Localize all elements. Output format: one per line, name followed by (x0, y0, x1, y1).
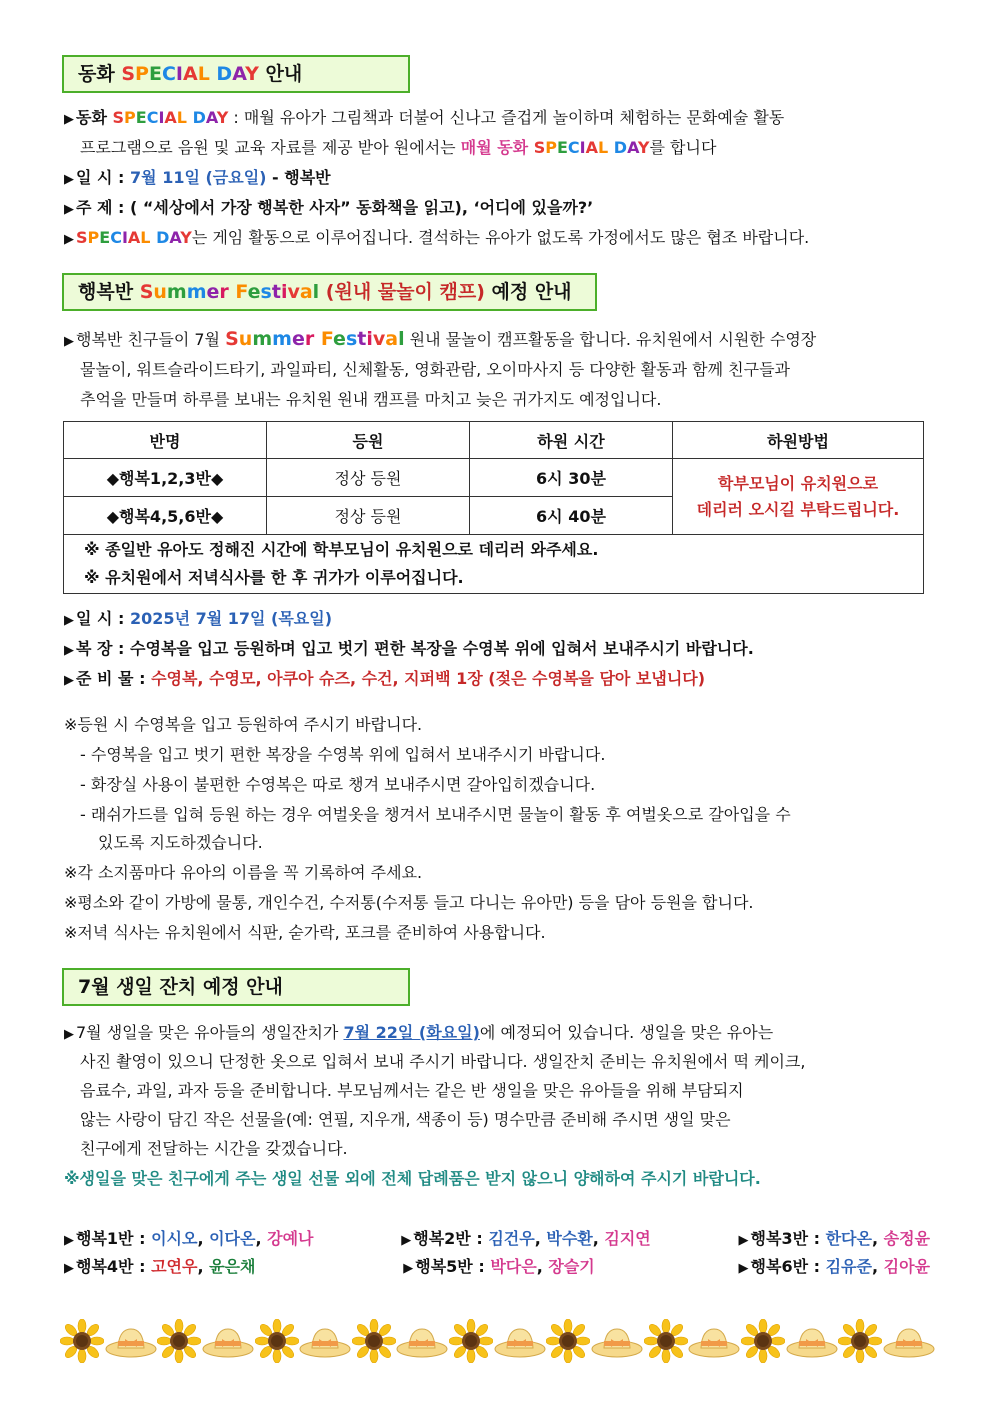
straw-hat-icon (786, 1323, 838, 1359)
decoration-border (60, 1316, 935, 1366)
festival-intro-line2: 물놀이, 워트슬라이드타기, 과일파티, 신체활동, 영화관람, 오이마사지 등 다양한 활동과 함께 친구들과 (80, 360, 790, 379)
straw-hat-icon (591, 1323, 643, 1359)
section-title-special-day: 동화 SPECIAL DAY 안내 (62, 55, 410, 93)
table-cell-method: 학부모님이 유치원으로 데리러 오시길 부탁드립니다. (673, 459, 924, 535)
table-note-row (64, 535, 924, 594)
special-day-date: ▶ 일 시 : 7월 11일 (금요일) - 행복반 (64, 168, 331, 187)
sunflower-icon (255, 1319, 299, 1363)
table-note: ※ 종일반 유아도 정해진 시간에 학부모님이 유치원으로 데리러 와주세요. ※ 유치원에서 저녁식사를 한 후 귀가가 이루어집니다. (64, 535, 924, 594)
table-cell-arrival: 정상 등원 (267, 459, 470, 497)
festival-intro-line1: ▶ 행복반 친구들이 7월 Summer Festival 원내 물놀이 캠프활동을 합니다. 유치원에서 시원한 수영장 (64, 328, 817, 350)
straw-hat-icon (299, 1323, 351, 1359)
straw-hat-icon (202, 1323, 254, 1359)
birthday-notice: ※생일을 맞은 친구에게 주는 생일 선물 외에 전체 답례품은 받지 않으니 양해하여 주시기 바랍니다. (64, 1169, 761, 1188)
sunflower-icon (157, 1319, 201, 1363)
festival-prep: ▶ 준 비 물 : 수영복, 수영모, 아쿠아 슈즈, 수건, 지퍼백 1장 (젖은 수영복을 담아 보냅니다) (64, 669, 706, 688)
table-header: 하원방법 (673, 422, 924, 459)
festival-intro-line3: 추억을 만들며 하루를 보내는 유치원 원내 캠프를 마치고 늦은 귀가지도 예정입니다. (80, 390, 662, 409)
sunflower-icon (352, 1319, 396, 1363)
straw-hat-icon (688, 1323, 740, 1359)
straw-hat-icon (494, 1323, 546, 1359)
birthday-class-6: ▶ 행복6반 : 김유준, 김아윤 (738, 1257, 930, 1276)
table-row (64, 459, 924, 497)
birthday-para-line1: ▶ 7월 생일을 맞은 유아들의 생일잔치가 7월 22일 (화요일)에 예정되어 있습니다. 생일을 맞은 유아는 (64, 1023, 774, 1042)
festival-note: ※등원 시 수영복을 입고 등원하여 주시기 바랍니다. (64, 715, 423, 734)
table-cell-time: 6시 30분 (470, 459, 673, 497)
festival-dress: ▶ 복 장 : 수영복을 입고 등원하며 입고 벗기 편한 복장을 수영복 위에 입혀서 보내주시기 바랍니다. (64, 639, 754, 658)
birthday-class-5: ▶ 행복5반 : 박다은, 장슬기 (403, 1257, 595, 1276)
table-cell-class: ◆행복4,5,6반◆ (64, 497, 267, 535)
sunflower-icon (838, 1319, 882, 1363)
sunflower-icon (644, 1319, 688, 1363)
festival-date: ▶ 일 시 : 2025년 7월 17일 (목요일) (64, 609, 333, 628)
summer-festival-text: Summer Festival (139, 281, 320, 303)
birthday-row-2 (64, 1254, 930, 1277)
table-cell-class: ◆행복1,2,3반◆ (64, 459, 267, 497)
special-day-topic: ▶ 주 제 : ( “세상에서 가장 행복한 사자” 동화책을 읽고), ‘어디에 있을까?’ (64, 198, 594, 217)
festival-schedule-table (63, 421, 924, 594)
table-cell-time: 6시 40분 (470, 497, 673, 535)
festival-note: ※평소와 같이 가방에 물통, 개인수건, 수저통(수저통 들고 다니는 유아만) 등을 담아 등원을 합니다. (64, 893, 754, 912)
table-header-row (64, 422, 924, 459)
birthday-para-line5: 친구에게 전달하는 시간을 갖겠습니다. (80, 1139, 348, 1158)
birthday-class-3: ▶ 행복3반 : 한다온, 송정윤 (738, 1229, 930, 1248)
birthday-para-line3: 음료수, 과일, 과자 등을 준비합니다. 부모님께서는 같은 반 생일을 맞은 유아들을 위해 부담되지 (80, 1081, 744, 1100)
birthday-para-line2: 사진 촬영이 있으니 단정한 옷으로 입혀서 보내 주시기 바랍니다. 생일잔치 준비는 유치원에서 떡 케이크, (80, 1052, 806, 1071)
table-header: 하원 시간 (470, 422, 673, 459)
birthday-class-4: ▶ 행복4반 : 고연우, 윤은채 (64, 1257, 256, 1276)
table-cell-arrival: 정상 등원 (267, 497, 470, 535)
birthday-row-1 (64, 1226, 930, 1249)
birthday-para-line4: 않는 사랑이 담긴 작은 선물을(예: 연필, 지우개, 색종이 등) 명수만큼 준비해 주시면 생일 맞은 (80, 1110, 731, 1129)
straw-hat-icon (105, 1323, 157, 1359)
festival-note: - 수영복을 입고 벗기 편한 복장을 수영복 위에 입혀서 보내주시기 바랍니다. (80, 745, 606, 764)
sunflower-icon (449, 1319, 493, 1363)
straw-hat-icon (396, 1323, 448, 1359)
sunflower-icon (546, 1319, 590, 1363)
sunflower-icon (60, 1319, 104, 1363)
festival-note: - 화장실 사용이 불편한 수영복은 따로 챙겨 보내주시면 갈아입히겠습니다. (80, 775, 596, 794)
birthday-class-2: ▶ 행복2반 : 김건우, 박수환, 김지연 (401, 1229, 651, 1248)
festival-note: ※저녁 식사는 유치원에서 식판, 숟가락, 포크를 준비하여 사용합니다. (64, 923, 546, 942)
straw-hat-icon (883, 1323, 935, 1359)
special-day-game: ▶ SPECIAL DAY는 게임 활동으로 이루어집니다. 결석하는 유아가 없도록 가정에서도 많은 협조 바랍니다. (64, 228, 810, 247)
section-title-summer-festival: 행복반 Summer Festival (원내 물놀이 캠프) 예정 안내 (62, 273, 597, 311)
festival-note: - 래쉬가드를 입혀 등원 하는 경우 여벌옷을 챙겨서 보내주시면 물놀이 활동 후 여벌옷으로 갈아입을 수 (80, 805, 791, 824)
table-header: 반명 (64, 422, 267, 459)
birthday-class-1: ▶ 행복1반 : 이시오, 이다온, 강예나 (64, 1229, 314, 1248)
sunflower-icon (741, 1319, 785, 1363)
table-header: 등원 (267, 422, 470, 459)
special-day-desc-line1: ▶ 동화 SPECIAL DAY : 매월 유아가 그림책과 더불어 신나고 즐겁게 놀이하며 체험하는 문화예술 활동 (64, 108, 785, 127)
section-title-birthday: 7월 생일 잔치 예정 안내 (62, 968, 410, 1006)
special-day-desc-line2: 프로그램으로 음원 및 교육 자료를 제공 받아 원에서는 매월 동화 SPECIAL DAY를 합니다 (80, 138, 717, 157)
festival-note: 있도록 지도하겠습니다. (98, 833, 263, 852)
special-day-text: SPECIAL DAY (121, 63, 259, 85)
festival-note: ※각 소지품마다 유아의 이름을 꼭 기록하여 주세요. (64, 863, 423, 882)
